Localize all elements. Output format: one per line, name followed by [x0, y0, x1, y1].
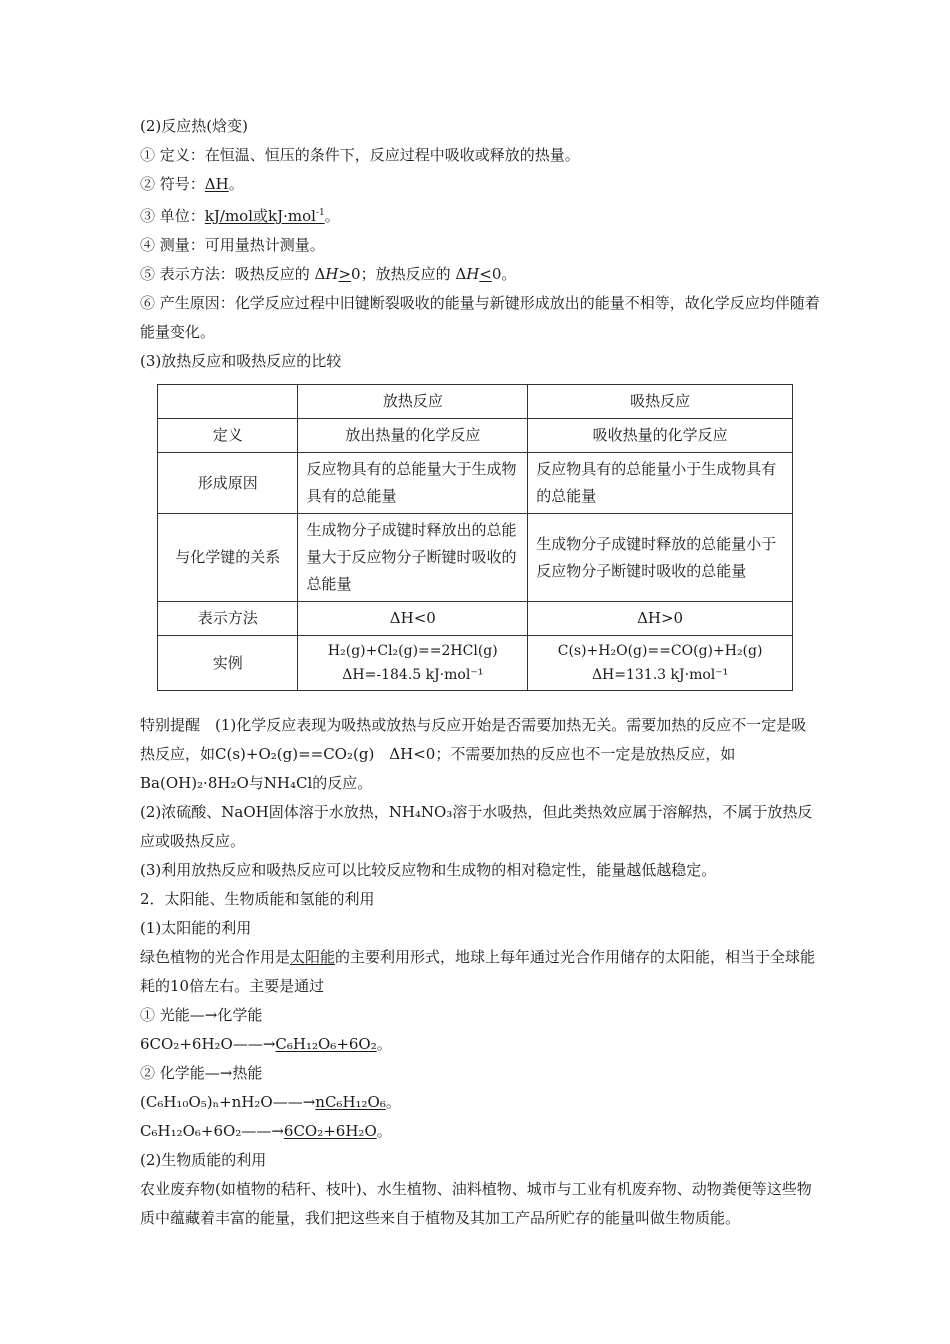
row-label: 形成原因: [158, 453, 298, 514]
unit-answer: kJ/mol或kJ·mol$^{-1}$: [204, 207, 325, 225]
table-row: [158, 636, 793, 691]
table-cell: [298, 636, 528, 691]
table-header-cell: 放热反应: [298, 385, 528, 419]
table-cell: 吸收热量的化学反应: [528, 419, 793, 453]
table-cell: 生成物分子成键时释放出的总能量大于反应物分子断键时吸收的总能量: [298, 514, 528, 602]
list-item: ② 化学能—→热能: [140, 1064, 263, 1082]
table-cell: 生成物分子成键时释放的总能量小于反应物分子断键时吸收的总能量: [528, 514, 793, 602]
unit-label: ③ 单位：: [140, 207, 205, 225]
measurement-line: ④ 测量：可用量热计测量。: [140, 236, 325, 254]
equation-line: (C₆H₁₀O₅)ₙ+nH₂O——→nC₆H₁₂O₆。: [140, 1093, 401, 1111]
row-label: 与化学键的关系: [158, 514, 298, 602]
table-header-cell: 吸热反应: [528, 385, 793, 419]
row-label: 表示方法: [158, 602, 298, 636]
comparison-table: [157, 384, 793, 691]
equation-line: C₆H₁₂O₆+6O₂——→6CO₂+6H₂O。: [140, 1122, 392, 1140]
table-row: [158, 602, 793, 636]
lt-answer: <: [479, 265, 492, 283]
symbol-line: ② 符号：ΔH。: [140, 175, 244, 193]
table-cell: ΔH<0: [298, 602, 528, 636]
table-row: [158, 453, 793, 514]
tip-paragraph: (3)利用放热反应和吸热反应可以比较反应物和生成物的相对稳定性，能量越低越稳定。: [140, 861, 717, 879]
table-row: [158, 514, 793, 602]
subheading-biomass: (2)生物质能的利用: [140, 1151, 267, 1169]
cause-paragraph: ⑥ 产生原因：化学反应过程中旧键断裂吸收的能量与新键形成放出的能量不相等，故化学反应均伴随着能量变化。: [140, 294, 820, 341]
example-equation: C(s)+H₂O(g)==CO(g)+H₂(g): [557, 643, 763, 659]
document-page: [140, 112, 820, 1233]
table-cell: 反应物具有的总能量小于生成物具有的总能量: [528, 453, 793, 514]
symbol-label: ② 符号：: [140, 175, 205, 193]
solar-paragraph: 绿色植物的光合作用是太阳能的主要利用形式，地球上每年通过光合作用储存的太阳能，相当于全球能耗的10倍左右。主要是通过: [140, 948, 816, 995]
section-heading-reaction-heat: (2)反应热(焓变): [140, 117, 248, 135]
example-equation: H₂(g)+Cl₂(g)==2HCl(g): [327, 643, 498, 659]
table-header-row: [158, 385, 793, 419]
section-heading-comparison: (3)放热反应和吸热反应的比较: [140, 352, 342, 370]
tip-paragraph: (2)浓硫酸、NaOH固体溶于水放热，NH₄NO₃溶于水吸热，但此类热效应属于溶解热，不属于放热反应或吸热反应。: [140, 803, 813, 850]
equation-answer: nC₆H₁₂O₆: [315, 1093, 386, 1111]
table-cell: 放出热量的化学反应: [298, 419, 528, 453]
representation-line: ⑤ 表示方法：吸热反应的 ΔH>0；放热反应的 ΔH<0。: [140, 265, 517, 283]
tip-paragraph: 特别提醒 (1)化学反应表现为吸热或放热与反应开始是否需要加热无关。需要加热的反应不一定是吸热反应，如C(s)+O₂(g)==CO₂(g) ΔH<0；不需要加热的反应也不一定是放热反应，如Ba(OH)₂·8H₂O与NH₄Cl的反应。: [140, 716, 807, 792]
gt-answer: >: [338, 265, 352, 283]
list-item: ① 光能—→化学能: [140, 1006, 263, 1024]
symbol-answer: ΔH: [204, 175, 229, 193]
unit-line: ③ 单位：kJ/mol或kJ·mol$^{-1}$。: [140, 207, 340, 225]
definition-line: ① 定义：在恒温、恒压的条件下，反应过程中吸收或释放的热量。: [140, 146, 580, 164]
row-label: 实例: [158, 636, 298, 691]
biomass-paragraph: 农业废弃物(如植物的秸秆、枝叶)、水生植物、油料植物、城市与工业有机废弃物、动物粪便等这些物质中蕴藏着丰富的能量，我们把这些来自于植物及其加工产品所贮存的能量叫做生物质能。: [140, 1180, 812, 1227]
equation-answer: C₆H₁₂O₆+6O₂: [275, 1035, 377, 1053]
example-enthalpy: ΔH=131.3 kJ·mol⁻¹: [591, 667, 729, 683]
table-cell: 反应物具有的总能量大于生成物具有的总能量: [298, 453, 528, 514]
table-row: [158, 419, 793, 453]
equation-line: 6CO₂+6H₂O——→C₆H₁₂O₆+6O₂。: [140, 1035, 392, 1053]
solar-answer: 太阳能: [290, 948, 336, 966]
example-enthalpy: ΔH=-184.5 kJ·mol⁻¹: [342, 667, 484, 683]
equation-answer: 6CO₂+6H₂O: [283, 1122, 377, 1140]
table-cell: [528, 636, 793, 691]
section-heading-energy: 2．太阳能、生物质能和氢能的利用: [140, 890, 375, 908]
row-label: 定义: [158, 419, 298, 453]
subheading-solar: (1)太阳能的利用: [140, 919, 252, 937]
table-cell: ΔH>0: [528, 602, 793, 636]
